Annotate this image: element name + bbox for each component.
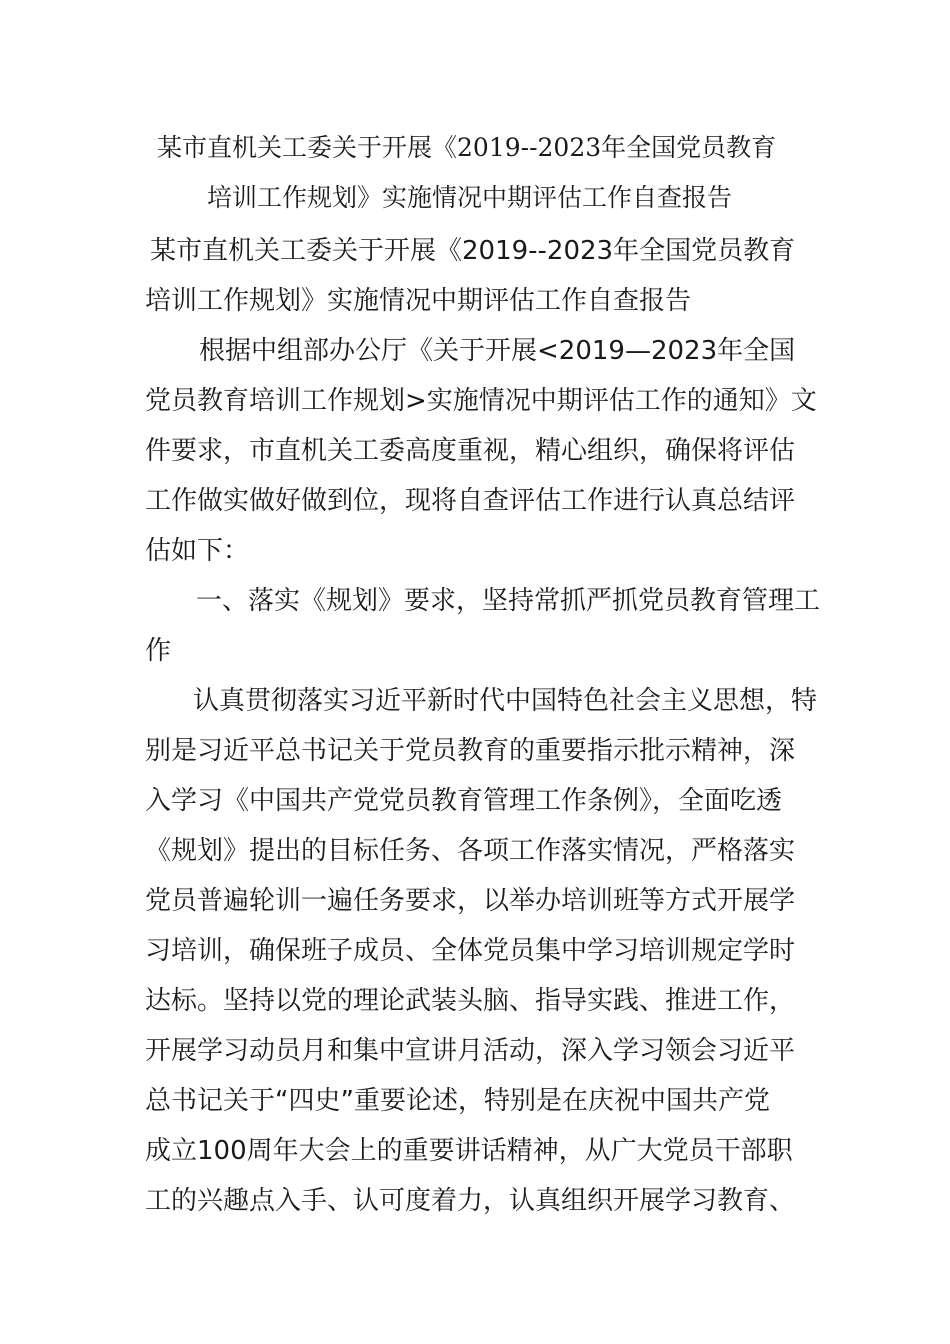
- section-body-line: 工的兴趣点入手、认可度着力，认真组织开展学习教育、: [145, 1186, 796, 1216]
- title-repeat-line-1: 某市直机关工委关于开展《2019--2023年全国党员教育: [150, 236, 796, 266]
- section-body-line: 总书记关于“四史”重要论述，特别是在庆祝中国共产党: [145, 1086, 770, 1116]
- title-line-1: 某市直机关工委关于开展《2019--2023年全国党员教育: [157, 133, 777, 162]
- section-heading-line: 作: [145, 636, 172, 666]
- section-body-line: 成立100周年大会上的重要讲话精神，从广大党员干部职: [145, 1136, 793, 1166]
- section-body-line: 开展学习动员月和集中宣讲月活动，深入学习领会习近平: [145, 1036, 796, 1066]
- intro-line: 工作做实做好做到位，现将自查评估工作进行认真总结评: [145, 486, 796, 516]
- section-body-line: 达标。坚持以党的理论武装头脑、指导实践、推进工作，: [145, 986, 796, 1016]
- intro-line: 估如下：: [145, 536, 250, 566]
- section-body-line: 《规划》提出的目标任务、各项工作落实情况，严格落实: [145, 836, 796, 866]
- title-line-2: 培训工作规划》实施情况中期评估工作自查报告: [207, 183, 733, 212]
- intro-line: 党员教育培训工作规划>实施情况中期评估工作的通知》文: [145, 386, 817, 416]
- intro-line: 件要求，市直机关工委高度重视，精心组织，确保将评估: [145, 436, 796, 466]
- section-body-line: 认真贯彻落实习近平新时代中国特色社会主义思想，特: [193, 686, 818, 716]
- title-repeat-line-2: 培训工作规划》实施情况中期评估工作自查报告: [145, 286, 692, 316]
- section-body-line: 党员普遍轮训一遍任务要求，以举办培训班等方式开展学: [145, 886, 796, 916]
- intro-line: 根据中组部办公厅《关于开展<2019—2023年全国: [199, 336, 796, 366]
- section-body-line: 入学习《中国共产党党员教育管理工作条例》，全面吃透: [145, 786, 783, 816]
- section-body-line: 别是习近平总书记关于党员教育的重要指示批示精神，深: [145, 736, 796, 766]
- section-heading-line: 一、落实《规划》要求，坚持常抓严抓党员教育管理工: [196, 586, 821, 616]
- section-body-line: 习培训，确保班子成员、全体党员集中学习培训规定学时: [145, 936, 796, 966]
